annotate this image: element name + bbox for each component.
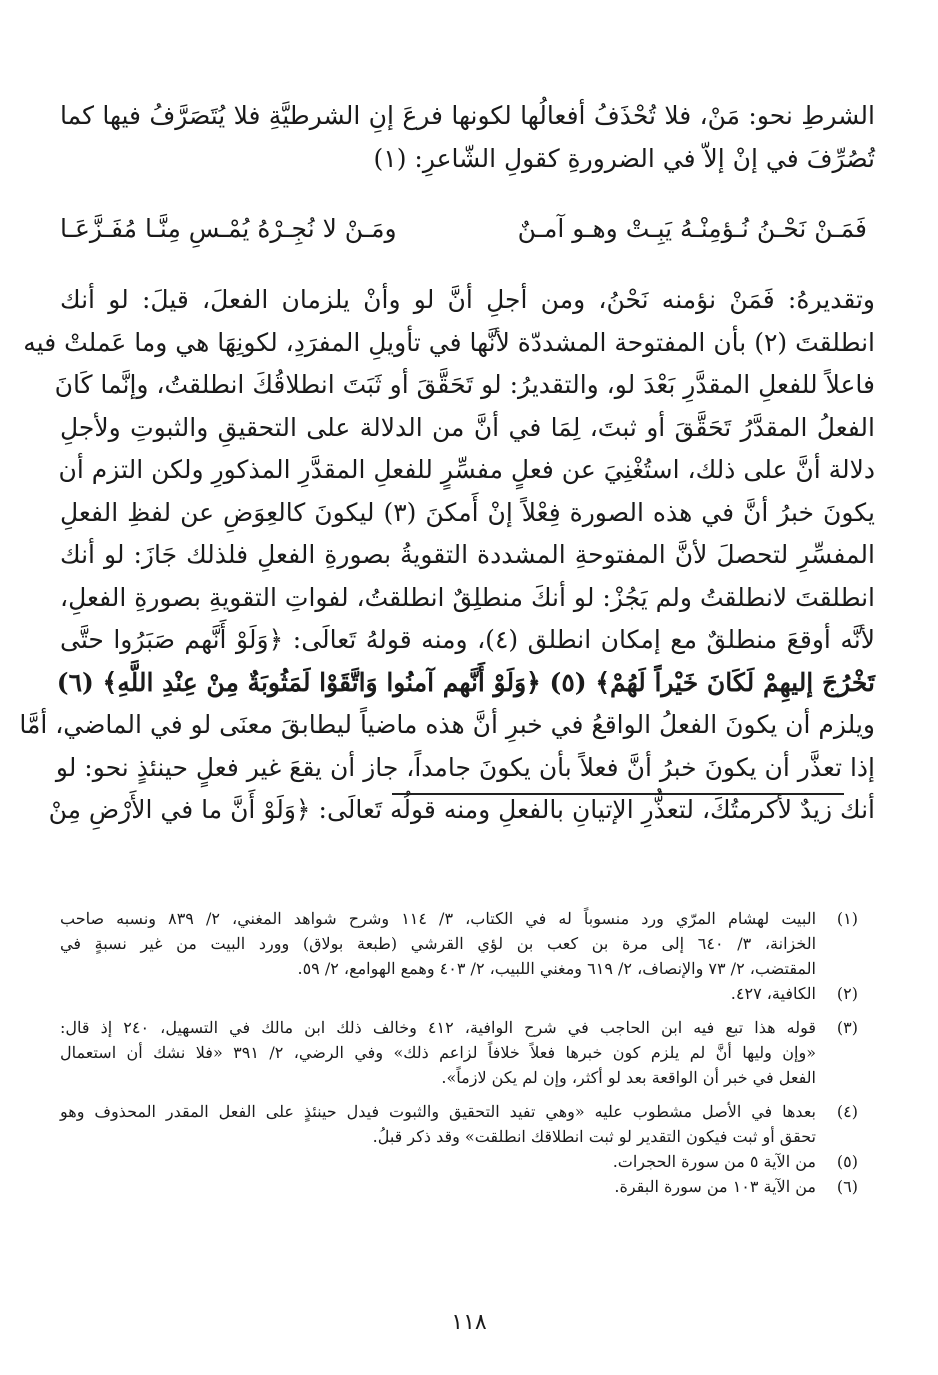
quran-verse-line: تَخْرُجَ إليهِمْ لَكَانَ خَيْراً لَهُمْ﴾ (٥) ﴿وَلَوْ أَنَّهم آمنُوا وَاتَّقَوْا لَمَثُوبَةٌ مِنْ عِنْدِ اللَّهِ﴾ (٦) <box>56 667 875 697</box>
footnote-separator <box>392 793 844 795</box>
text-line: تُصُرِّفَ في إنْ إلاّ في الضرورةِ كقولِ الشّاعرِ: (١) <box>373 143 875 173</box>
footnote-number: (٤) <box>836 1102 858 1121</box>
text-line: الفعلُ المقدَّرُ تَحَقَّقَ أو ثبتَ، لِمَا في أنَّ من الدلالة على التحقيقِ والثبوتِ ولأجلِ <box>60 412 875 442</box>
poem-left-hemistich: ومَـنْ لا نُجِـرْهُ يُمْـسِ مِنَّـا مُفَـزَّعَـا <box>60 214 397 243</box>
text-line: يكونَ خبرُ أنَّ في هذه الصورة فِعْلاً إنْ أَمكنَ (٣) ليكونَ كالعِوَضِ عن لفظِ الفعلِ <box>60 497 875 527</box>
footnote-line: «وإن وليها أنَّ لم يلزم كون خبرها فعلاً خلافاً لزاعم ذلك» وفي الرضي، ٢/ ٣٩١ «فلا نشك أن استعمال <box>60 1043 817 1062</box>
footnote-line: من الآية ٥ من سورة الحجرات. <box>612 1152 816 1171</box>
footnote-5 <box>60 1149 858 1174</box>
footnote-line: قوله هذا تبع فيه ابن الحاجب في شرح الوافية، ٤١٢ وخالف ذلك ابن مالك في التسهيل، ٢٤٠ إذ قال: <box>60 1018 816 1037</box>
main-text <box>19 95 875 832</box>
text-line: انطلقتَ لانطلقتُ ولم يَجُزْ: لو أنكَ منطلِقٌ انطلقتُ، لفواتِ التقويةِ بصورةِ الفعلِ، <box>60 582 875 612</box>
text-line: وتقديرهُ: فَمَنْ نؤمنه نَحْنُ، ومن أجلِ أنَّ لو وأنْ يلزمان الفعلَ، قيلَ: لو أنك <box>60 285 875 314</box>
footnote-1 <box>60 906 858 981</box>
footnote-number: (٦) <box>836 1177 858 1196</box>
page-number: ١١٨ <box>451 1310 487 1335</box>
text-line: الشرطِ نحو: مَنْ، فلا تُحْذَفُ أفعالُها لكونها فرعَ إنِ الشرطيَّةِ فلا يُتَصَرَّفُ فيها كما <box>60 101 875 130</box>
text-line: دلالة أنَّ على ذلك، استُغْنِيَ عن فعلٍ مفسِّرٍ للفعلِ المقدَّرِ المذكورِ ولكن التزم أن <box>58 455 875 484</box>
poem-right-hemistich: فَمَـنْ نَحْـنُ نُـؤمِنْـهُ يَبِـتْ وهـو آمـنٌ <box>517 214 867 243</box>
footnote-number: (٢) <box>836 984 858 1003</box>
footnote-4 <box>60 1099 858 1149</box>
footnote-line: البيت لهشام المرّي ورد منسوباً له في الكتاب، ٣/ ١١٤ وشرح شواهد المغني، ٢/ ٨٣٩ ونسبه صاحب <box>60 909 817 928</box>
text-line: إذا تعذَّر أن يكونَ خبرُ أنَّ فعلاً بأن يكونَ جامداً، جاز أن يقعَ غير فعلٍ حينئذٍ نحو: لو <box>55 752 875 782</box>
footnote-line: من الآية ١٠٣ من سورة البقرة. <box>614 1177 816 1196</box>
footnote-3 <box>60 1015 858 1090</box>
text-line: فاعلاً للفعلِ المقدَّرِ بَعْدَ لو، والتقديرُ: لو تَحَقَّقَ أو ثَبَتَ انطلاقُكَ انطلقتُ، وإنَّما كَانَ <box>54 370 875 399</box>
footnote-2 <box>60 981 858 1006</box>
text-line: ويلزم أن يكونَ الفعلُ الواقعُ في خبرِ أنَّ هذه ماضياً ليطابقَ معنَى لو في الماضي، أمَّا <box>19 710 875 739</box>
footnote-line: المقتضب، ٢/ ٧٣ والإنصاف، ٢/ ٦١٩ ومغني اللبيب، ٢/ ٤٠٣ وهمع الهوامع، ٢/ ٥٩. <box>297 959 816 978</box>
footnote-line: الفعل في خبر أن الواقعة بعد لو أكثر، وإن لم يكن لازماً». <box>441 1068 816 1087</box>
text-line: انطلقتَ (٢) بأن المفتوحة المشددّة لأنَّها في تأويلِ المفرَدِ، لكونِهَا هي وما عَملتْ فيه <box>23 327 875 357</box>
text-line: لأنَّه أوقعَ منطلقٌ مع إمكان انطلق (٤)، ومنه قولهُ تَعالَى: ﴿وَلَوْ أَنَّهم صَبَرُوا حتَّى <box>60 625 875 654</box>
footnote-line: الكافية، ٤٢٧. <box>730 984 816 1003</box>
footnote-line: الخزانة، ٣/ ٦٤٠ إلى مرة بن كعب بن لؤي القرشي (طبعة بولاق) وورد البيت من غير نسبةٍ في <box>60 934 817 953</box>
footnote-line: تحقق أو ثبت فيكون التقدير لو ثبت انطلاقك انطلقت» وقد ذكر قبلُ. <box>372 1127 816 1146</box>
footnote-number: (٥) <box>836 1152 858 1171</box>
text-line: أنك زيدٌ لأكرمتُكَ، لتعذُّرِ الإتيانِ بالفعلِ ومنه قولُه تَعالَى: ﴿وَلَوْ أَنَّ ما في الأَرْضِ مِنْ <box>48 795 875 824</box>
footnote-number: (١) <box>836 909 858 928</box>
footnote-number: (٣) <box>836 1018 858 1037</box>
footnotes <box>60 906 858 1199</box>
poem-verse <box>60 207 875 251</box>
text-line: المفسِّرِ لتحصلَ لأنَّ المفتوحةِ المشددة التقويةُ بصورةِ الفعلِ فلذلك جَازَ: لو أنك <box>60 540 875 569</box>
footnote-6 <box>60 1174 858 1199</box>
footnote-line: بعدها في الأصل مشطوب عليه «وهي تفيد التحقيق والثبوت فيدل حينئذٍ على الفعل المقدر المحذوف وهو <box>60 1102 816 1121</box>
